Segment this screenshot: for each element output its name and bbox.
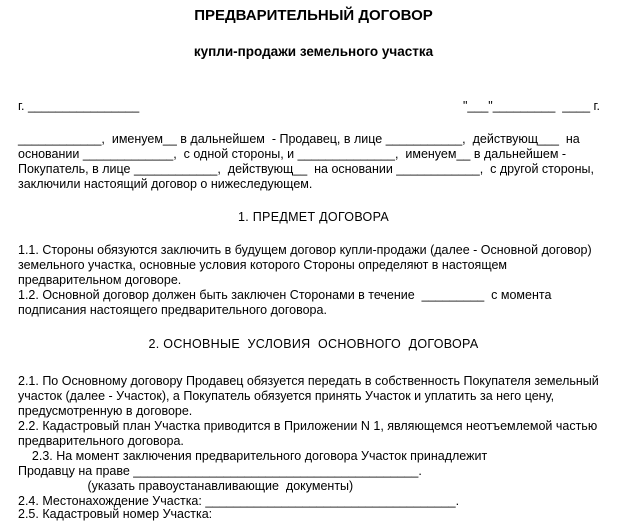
section-2-line-1: 2.1. По Основному договору Продавец обязуется передать в собственность Покупателя земельный: [18, 374, 599, 388]
section-2-line-8: (указать правоустанавливающие документы): [18, 479, 354, 493]
section-1-line-2: земельного участка, основные условия которого Стороны определяют в настоящем: [18, 258, 508, 272]
section-1-line-4: 1.2. Основной договор должен быть заключен Сторонами в течение _________ с момента: [18, 288, 552, 302]
section-2-line-3: предусмотренную в договоре.: [18, 404, 193, 418]
section-2-line-6: 2.3. На момент заключения предварительного договора Участок принадлежит: [18, 449, 488, 463]
section-2-line-4: 2.2. Кадастровый план Участка приводится в Приложении N 1, являющемся неотъемлемой частью: [18, 419, 598, 433]
section-1-heading: 1. ПРЕДМЕТ ДОГОВОРА: [237, 210, 390, 224]
document-subtitle: купли-продажи земельного участка: [193, 44, 434, 59]
section-2-line-7: Продавцу на праве _________________________________________.: [18, 464, 422, 478]
intro-line-3: Покупатель, в лице ____________, действующ__ на основании ____________, с другой стороны,: [18, 162, 594, 176]
section-1-line-3: предварительном договоре.: [18, 273, 182, 287]
section-2-line-5: предварительного договора.: [18, 434, 184, 448]
section-1-line-5: подписания настоящего предварительного договора.: [18, 303, 327, 317]
section-2-heading: 2. ОСНОВНЫЕ УСЛОВИЯ ОСНОВНОГО ДОГОВОРА: [148, 337, 479, 351]
section-1-line-1: 1.1. Стороны обязуются заключить в будущем договор купли-продажи (далее - Основной договор): [18, 243, 592, 257]
section-2-line-9: 2.4. Местонахождение Участка: ____________________________________.: [18, 494, 460, 508]
section-2-line-10: 2.5. Кадастровый номер Участка:: [18, 507, 213, 521]
city-line: г. ________________: [18, 99, 140, 113]
document-title: ПРЕДВАРИТЕЛЬНЫЙ ДОГОВОР: [194, 7, 433, 24]
section-2-line-2: участок (далее - Участок), а Покупатель обязуется принять Участок и уплатить за него цену,: [18, 389, 555, 403]
intro-line-2: основании _____________, с одной стороны, и ______________, именуем__ в дальнейшем -: [18, 147, 567, 161]
intro-line-4: заключили настоящий договор о нижеследующем.: [18, 177, 313, 191]
date-line: "___"_________ ____ г.: [463, 99, 601, 113]
intro-line-1: ____________, именуем__ в дальнейшем - Продавец, в лице ___________, действующ___ на: [18, 132, 580, 146]
